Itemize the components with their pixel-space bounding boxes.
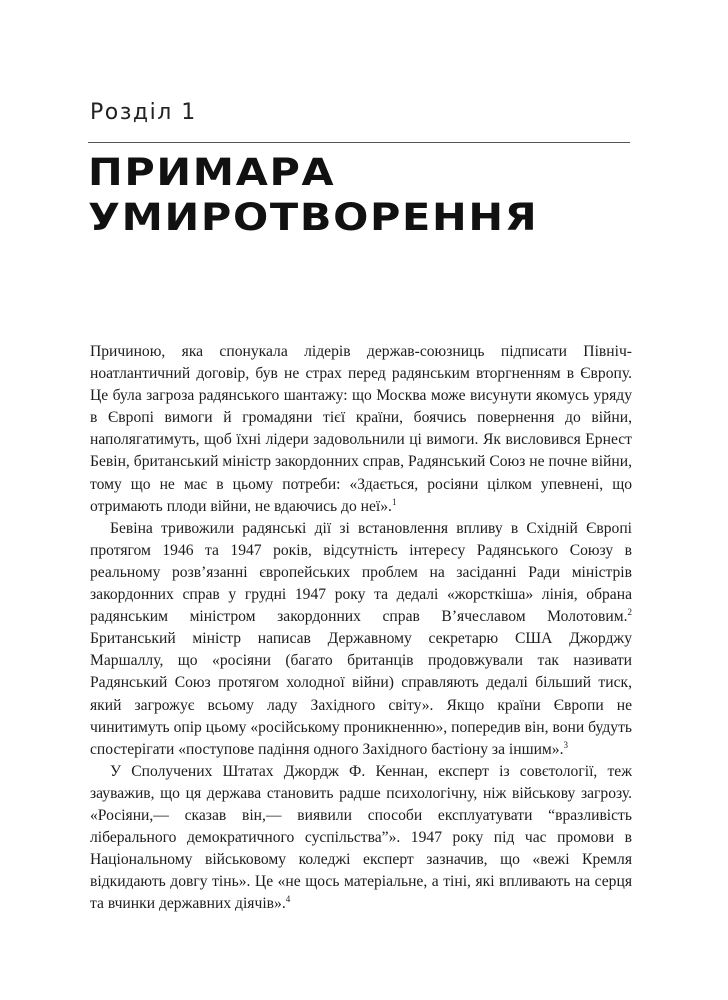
chapter-rule xyxy=(88,142,630,143)
chapter-title-line-2: УМИРОТВОРЕННЯ xyxy=(88,196,539,239)
chapter-label: Розділ 1 xyxy=(90,100,197,125)
footnote-ref-4[interactable]: 4 xyxy=(285,894,291,905)
body-text xyxy=(90,341,632,915)
paragraph-1-text: Причиною, яка спонукала лідерів держав-союзниць підписати Північноатлантичний договір, був не страх перед радянським вторгненням в Європу. Це була загроза радянського шантажу: що Москва може висунути якомусь уряду в Європі вимоги й громадяни тієї країни, боячись повернення до війни, наполягатимуть, щоб їхні лідери задовольнили ці вимоги. Як висловився Ернест Бевін, британський міністр закордонних справ, Радянський Союз не почне війни, тому що не має в цьому потреби: «Здається, росіяни цілком упевнені, що отримають плоди війни, не вдаючись до неї». xyxy=(90,343,632,515)
footnote-ref-1[interactable]: 1 xyxy=(391,496,397,507)
paragraph-3 xyxy=(90,761,632,916)
paragraph-2-text-cont: Британський міністр написав Державному секретарю США Джорджу Маршаллу, що «росіяни (багато британців продовжували так називати Радянський Союз протягом холодної війни) справляють дедалі більший тиск, який загрожує всьому ладу Західного світу». Якщо країни Європи не чинитимуть опір цьому «російському проникненню», попередив він, вони будуть спостерігати «поступове падіння одного Західного бастіону за іншим». xyxy=(90,630,632,758)
footnote-ref-2[interactable]: 2 xyxy=(627,606,632,617)
chapter-title-line-1: ПРИМАРА xyxy=(88,151,336,194)
footnote-ref-3[interactable]: 3 xyxy=(563,739,568,750)
paragraph-2-text: Бевіна тривожили радянські дії зі встановлення впливу в Східній Європі протягом 1946 та 1947 років, відсутність інтересу Радянського Союзу в реальному розв’язанні європейських проблем на засіданні Ради міністрів закордонних справ у грудні 1947 року та дедалі «жорсткіша» лінія, обрана радянським міністром закордонних справ В’ячеславом Молотовим. xyxy=(90,519,632,626)
chapter-title xyxy=(88,150,538,240)
paragraph-3-text: У Сполучених Штатах Джордж Ф. Кеннан, експерт із совєтології, теж зауважив, що ця держава становить радше психологічну, ніж військову загрозу. «Росіяни,— сказав він,— виявили способи експлуатувати “вразливість ліберального демократичного суспільства”». 1947 року під час промови в Національному військовому коледжі експерт зазначив, що «вежі Кремля відкидають довгу тінь». Це «не щось матеріальне, а тіні, які впливають на серця та вчинки державних діячів». xyxy=(90,762,632,913)
paragraph-2 xyxy=(90,518,632,761)
paragraph-1 xyxy=(90,341,632,518)
